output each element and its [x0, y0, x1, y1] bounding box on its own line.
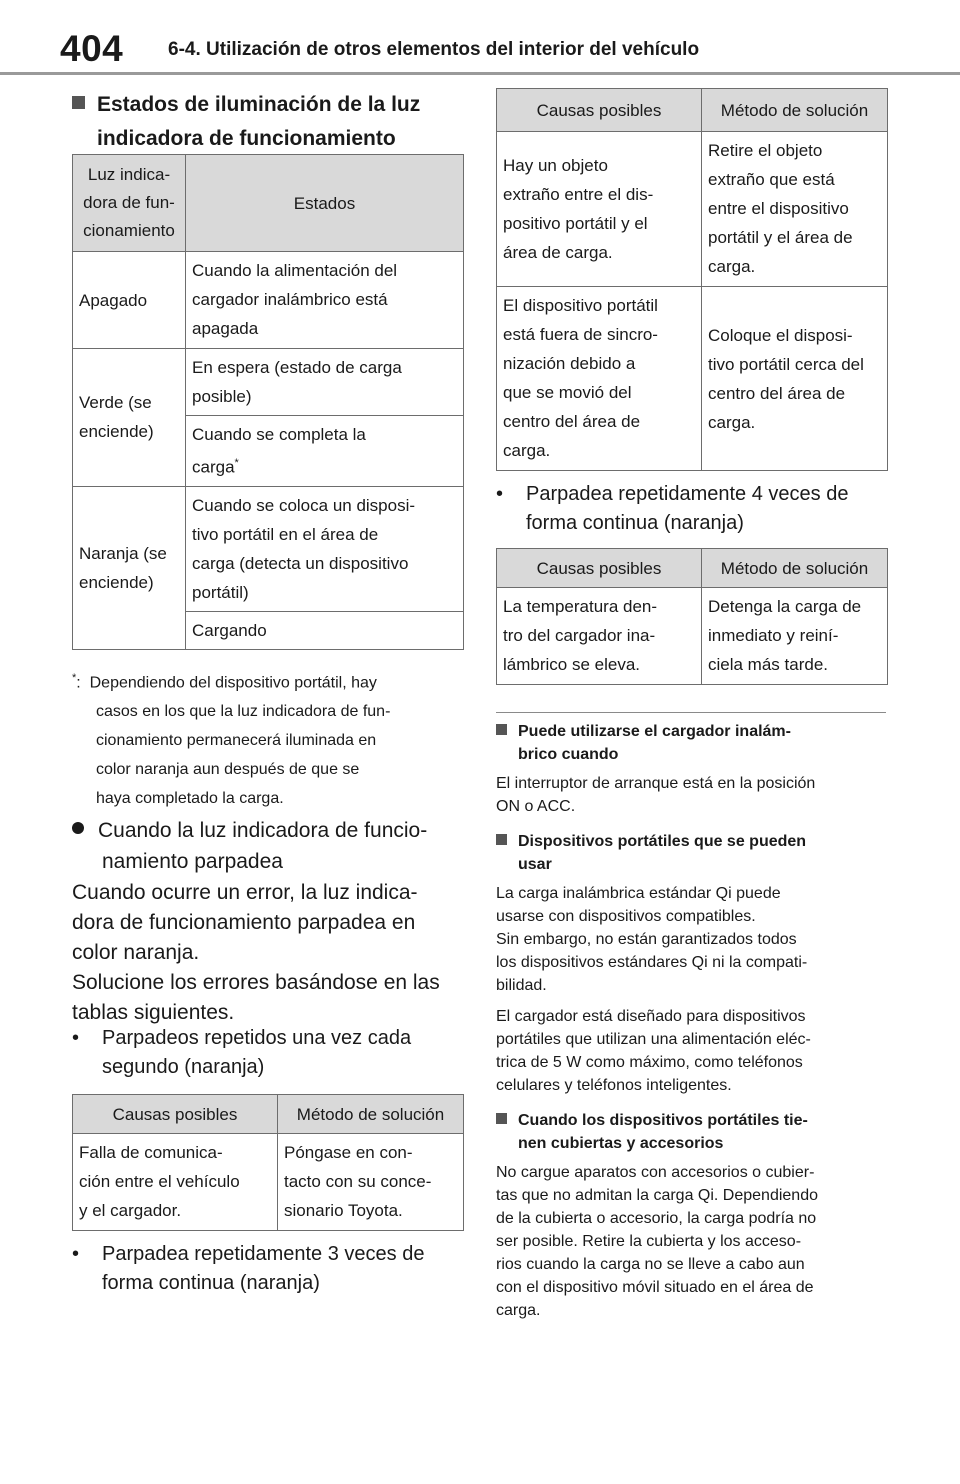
asterisk-mark: *: [234, 457, 239, 469]
square-bullet-icon: [496, 724, 507, 735]
error-table-2: [496, 88, 888, 471]
note-body: No cargue aparatos con accesorios o cubier- tas que no admitan la carga Qi. Dependiendo de la cubierta o accesorio, la carga podría no ser posible. Retire la cubierta y los acceso- rios cuando la carga no se lleve a cabo aun con el dispositivo móvil situado en el área de carga.: [496, 1164, 818, 1319]
note-title-covers-accessories: Cuando los dispositivos portátiles tie-: [496, 1109, 888, 1132]
note-body: El cargador está diseñado para dispositivos portátiles que utilizan una alimentación eléc- trica de 5 W como máximo, como teléfonos celulares y teléfonos inteligentes.: [496, 1008, 811, 1094]
table-row: [497, 287, 888, 471]
square-bullet-icon: [496, 1113, 507, 1124]
note-title-usable-devices: Dispositivos portátiles que se pueden: [496, 830, 888, 853]
note-body: La carga inalámbrica estándar Qi puede usarse con dispositivos compatibles. Sin embargo, no están garantizados todos los dispositivos estándares Qi ni la compati- bilidad.: [496, 885, 808, 994]
state-cell: Cuando se coloca un disposi- tivo portátil en el área de carga (detecta un dispositivo portátil): [186, 486, 464, 611]
blink-paragraph: Cuando ocurre un error, la luz indica- dora de funcionamiento parpadea en color naranja. Solucione los errores basándose en las tablas siguientes.: [72, 881, 440, 1024]
light-cell: Verde (se enciende): [73, 349, 186, 487]
note-body: El interruptor de arranque está en la posición ON o ACC.: [496, 775, 816, 815]
state-cell: Cargando: [186, 611, 464, 649]
footnote: *: Dependiendo del dispositivo portátil, hay casos en los que la luz indicadora de fun- cionamiento permanecerá iluminada en color naranja aun después de que se haya completado la carga.: [72, 672, 391, 808]
notes-section: Puede utilizarse el cargador inalám- brico cuando El interruptor de arranque está en la posición ON o ACC. Dispositivos portátiles que se pueden usar La carga inalámbrica estándar Qi puede usarse con dispositivos compatibles. Sin embargo, no están garantizados todos los dispositivos estándares Qi ni la compati- bilidad. El cargador está diseñado para dispositivos portátiles que utilizan una alimentación eléc- trica de 5 W como máximo, como teléfonos celulares y teléfonos inteligentes. Cuando los dispositivos portátiles tie- nen cubiertas y accesorios No cargue aparatos con accesorios o cubier- tas que no admitan la carga Qi. Dependiendo de la cubierta o accesorio, la carga podría no ser posible. Retire la cubierta y los acceso- rios cuando la carga no se lleve a cabo aun con el dispositivo móvil situado en el área de carga.: [496, 720, 888, 1322]
square-bullet-icon: [72, 96, 85, 109]
table-row: [73, 1134, 464, 1231]
bullet-four-times: • Parpadea repetidamente 4 veces de forma continua (naranja): [496, 483, 849, 534]
table-row: [73, 349, 464, 416]
solution-cell: Coloque el disposi- tivo portátil cerca del centro del área de carga.: [702, 287, 888, 471]
cause-cell: La temperatura den- tro del cargador ina- lámbrico se eleva.: [497, 588, 702, 685]
state-cell: En espera (estado de carga posible): [186, 349, 464, 416]
table-header-causes: Causas posibles: [497, 89, 702, 132]
page-number: 404: [60, 28, 124, 69]
bullet-once-per-second: • Parpadeos repetidos una vez cada segundo (naranja): [72, 1027, 412, 1078]
status-table: [72, 154, 464, 650]
error-table-1: [72, 1094, 464, 1231]
table-row: [497, 132, 888, 287]
section-divider: [496, 712, 886, 713]
cause-cell: Falla de comunica- ción entre el vehículo y el cargador.: [73, 1134, 278, 1231]
table-header-causes: Causas posibles: [73, 1095, 278, 1134]
blink-heading: Cuando la luz indicadora de funcio- namiento parpadea: [72, 815, 464, 877]
table-header-causes: Causas posibles: [497, 549, 702, 588]
light-cell: Apagado: [73, 252, 186, 349]
table-header-solution: Método de solución: [278, 1095, 464, 1134]
state-cell: Cuando se completa la carga*: [186, 416, 464, 487]
table-row: [73, 252, 464, 349]
bullet-dot-icon: [72, 822, 84, 834]
note-title-charger-usable: Puede utilizarse el cargador inalám-: [496, 720, 888, 743]
state-cell: Cuando la alimentación del cargador inalámbrico está apagada: [186, 252, 464, 349]
square-bullet-icon: [496, 834, 507, 845]
status-table-header-light: Luz indica- dora de fun- cionamiento: [73, 155, 186, 252]
cause-cell: El dispositivo portátil está fuera de sincro- nización debido a que se movió del centro del área de carga.: [497, 287, 702, 471]
table-row: [497, 588, 888, 685]
page-header: [0, 0, 960, 78]
solution-cell: Retire el objeto extraño que está entre el dispositivo portátil y el área de carga.: [702, 132, 888, 287]
status-table-header-states: Estados: [186, 155, 464, 252]
table-row: [73, 486, 464, 611]
error-table-3: [496, 548, 888, 685]
table-header-solution: Método de solución: [702, 89, 888, 132]
solution-cell: Póngase en con- tacto con su conce- sionario Toyota.: [278, 1134, 464, 1231]
header-divider: [0, 72, 960, 75]
table-header-solution: Método de solución: [702, 549, 888, 588]
status-heading-line2: indicadora de funcionamiento: [97, 127, 396, 150]
footnote-mark: *: [72, 672, 77, 684]
status-heading-line1: Estados de iluminación de la luz: [97, 93, 421, 116]
cause-cell: Hay un objeto extraño entre el dis- positivo portátil y el área de carga.: [497, 132, 702, 287]
status-heading: [72, 88, 464, 156]
light-cell: Naranja (se enciende): [73, 486, 186, 649]
section-title: 6-4. Utilización de otros elementos del interior del vehículo: [168, 39, 700, 60]
bullet-three-times: • Parpadea repetidamente 3 veces de forma continua (naranja): [72, 1243, 425, 1294]
solution-cell: Detenga la carga de inmediato y reiní- ciela más tarde.: [702, 588, 888, 685]
